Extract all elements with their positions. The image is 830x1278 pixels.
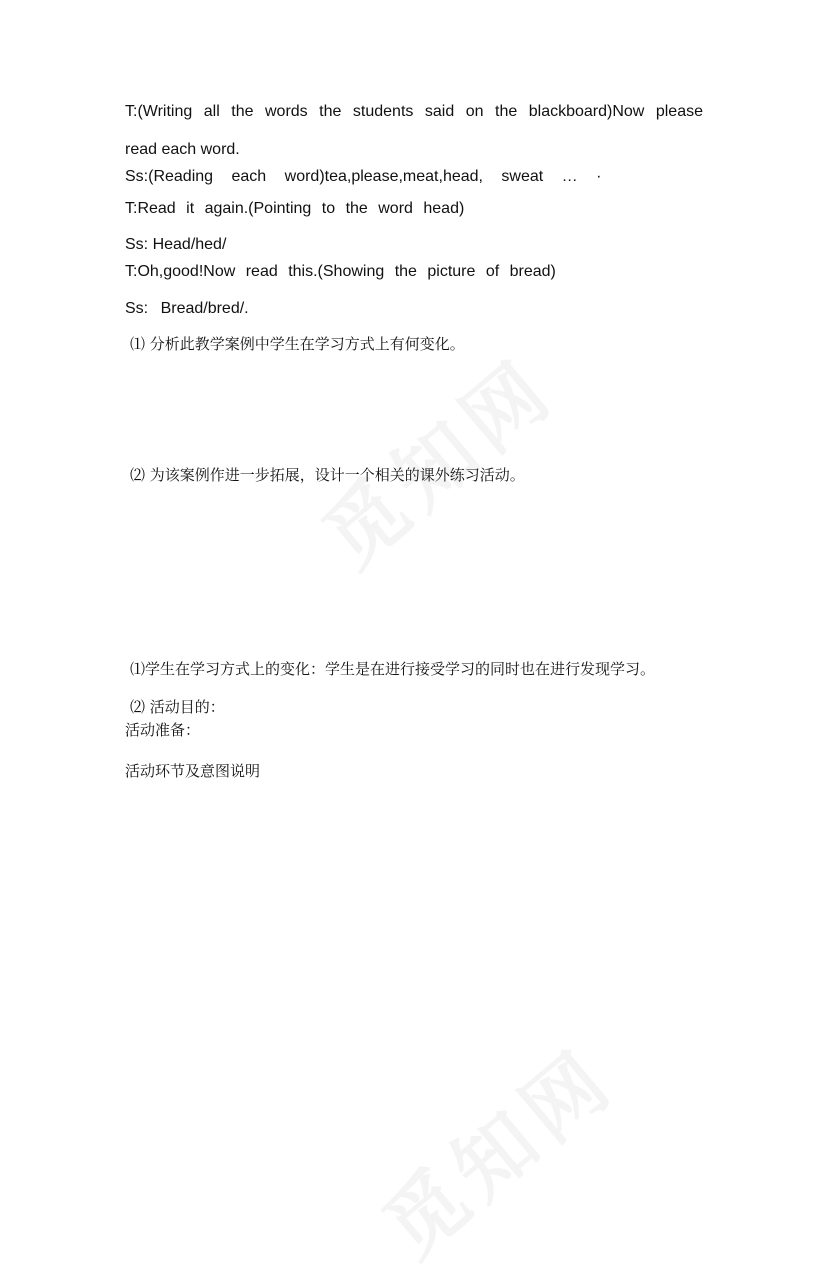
watermark-center bbox=[295, 327, 576, 589]
answer-activity-preparation: 活动准备： bbox=[125, 721, 201, 739]
dialogue-line-6: T:Oh,good!Now read this.(Showing the picture of bread) bbox=[125, 263, 556, 280]
dialogue-line-7: Ss: Bread/bred/. bbox=[125, 300, 249, 317]
dialogue-line-3: Ss:(Reading each word)tea,please,meat,head, sweat … · bbox=[125, 168, 602, 185]
answer-1: ⑴学生在学习方式上的变化：学生是在进行接受学习的同时也在进行发现学习。 bbox=[130, 660, 656, 678]
answer-activity-steps: 活动环节及意图说明 bbox=[125, 762, 261, 780]
question-2: ⑵ 为该案例作进一步拓展，设计一个相关的课外练习活动。 bbox=[130, 466, 525, 484]
dialogue-line-4: T:Read it again.(Pointing to the word head) bbox=[125, 200, 465, 217]
question-1: ⑴ 分析此教学案例中学生在学习方式上有何变化。 bbox=[130, 335, 465, 353]
watermark-bottom bbox=[355, 1017, 636, 1278]
dialogue-line-2: read each word. bbox=[125, 141, 240, 158]
answer-2-heading: ⑵ 活动目的： bbox=[130, 698, 225, 716]
dialogue-line-1: T:(Writing all the words the students said on the blackboard)Now please bbox=[125, 103, 703, 120]
dialogue-line-5: Ss: Head/hed/ bbox=[125, 236, 227, 253]
